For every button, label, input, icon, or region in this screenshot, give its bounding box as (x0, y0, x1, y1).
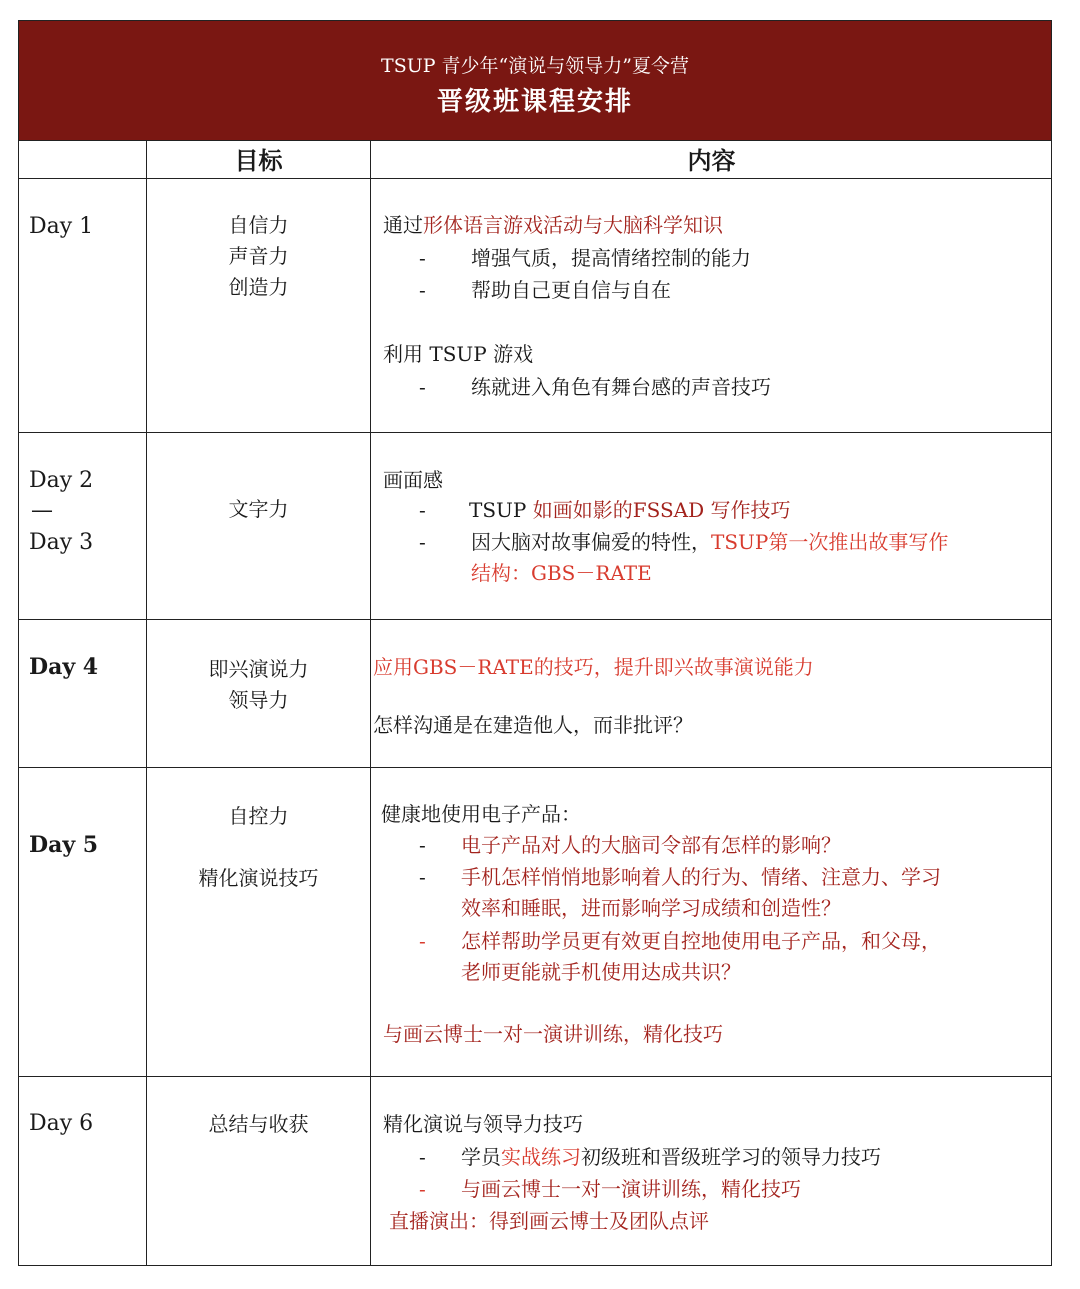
bullet-item: 手机怎样悄悄地影响着人的行为、情绪、注意力、学习 (461, 865, 941, 889)
header-goal: 目标 (234, 146, 283, 175)
schedule-table (18, 20, 1052, 1266)
content-closing: 直播演出：得到画云博士及团队点评 (389, 1209, 709, 1233)
goal-item: 精化演说技巧 (198, 866, 319, 890)
goal-item: 即兴演说力 (208, 657, 309, 681)
column-divider (370, 141, 371, 1266)
bullet-item: 与画云博士一对一演讲训练，精化技巧 (461, 1177, 801, 1201)
day-dash: — (31, 498, 53, 523)
content-intro: 画面感 (383, 468, 443, 492)
content-intro: 精化演说与领导力技巧 (383, 1112, 583, 1136)
content-line: 怎样沟通是在建造他人，而非批评？ (373, 713, 693, 737)
bullet-item-continued: 效率和睡眠，进而影响学习成绩和创造性？ (461, 896, 841, 920)
bullet-dash: - (419, 530, 426, 554)
bullet-dash: - (419, 1177, 426, 1201)
goal-item: 创造力 (228, 275, 289, 299)
bullet-dash: - (419, 865, 426, 889)
goal-item: 文字力 (228, 497, 289, 521)
bullet-dash: - (419, 246, 426, 270)
bullet-item: 帮助自己更自信与自在 (471, 278, 671, 302)
bullet-dash: - (419, 278, 426, 302)
goal-item: 自信力 (228, 213, 289, 237)
content-line: 应用GBS－RATE的技巧，提升即兴故事演说能力 (373, 655, 814, 679)
bullet-item: 电子产品对人的大脑司令部有怎样的影响？ (461, 833, 841, 857)
bullet-item-continued: 老师更能就手机使用达成共识？ (461, 960, 741, 984)
day-label: Day 1 (29, 214, 94, 239)
title-banner (19, 21, 1051, 141)
day-label: Day 5 (29, 832, 99, 858)
day-label: Day 3 (29, 530, 94, 555)
bullet-dash: - (419, 833, 426, 857)
goal-item: 声音力 (228, 244, 289, 268)
bullet-item: 增强气质，提高情绪控制的能力 (471, 246, 751, 270)
content-intro: 通过形体语言游戏活动与大脑科学知识 (383, 213, 723, 237)
goal-item: 自控力 (228, 804, 289, 828)
row-divider (19, 767, 1051, 768)
day-label: Day 2 (29, 468, 94, 493)
day-label: Day 4 (29, 654, 99, 680)
bullet-dash: - (419, 498, 426, 522)
content-section: 利用 TSUP 游戏 (383, 342, 534, 366)
row-divider (19, 1076, 1051, 1077)
day-label: Day 6 (29, 1111, 94, 1136)
header-content: 内容 (687, 146, 736, 175)
bullet-item-continued: 结构：GBS－RATE (471, 561, 652, 585)
bullet-item: 怎样帮助学员更有效更自控地使用电子产品，和父母， (461, 929, 941, 953)
bullet-item: 练就进入角色有舞台感的声音技巧 (471, 375, 771, 399)
goal-item: 领导力 (228, 688, 289, 712)
content-intro: 健康地使用电子产品： (381, 802, 581, 826)
bullet-item: 因大脑对故事偏爱的特性，TSUP第一次推出故事写作 (471, 530, 949, 554)
row-divider (19, 619, 1051, 620)
bullet-dash: - (419, 1145, 426, 1169)
row-divider (19, 432, 1051, 433)
bullet-item: TSUP 如画如影的FSSAD 写作技巧 (469, 498, 791, 522)
bullet-item: 学员实战练习初级班和晋级班学习的领导力技巧 (461, 1145, 881, 1169)
goal-item: 总结与收获 (208, 1112, 309, 1136)
banner-subtitle: TSUP 青少年“演说与领导力”夏令营 (381, 55, 689, 77)
content-closing: 与画云博士一对一演讲训练，精化技巧 (383, 1022, 723, 1046)
banner-title: 晋级班课程安排 (436, 87, 633, 117)
bullet-dash: - (419, 375, 426, 399)
bullet-dash: - (419, 929, 426, 953)
